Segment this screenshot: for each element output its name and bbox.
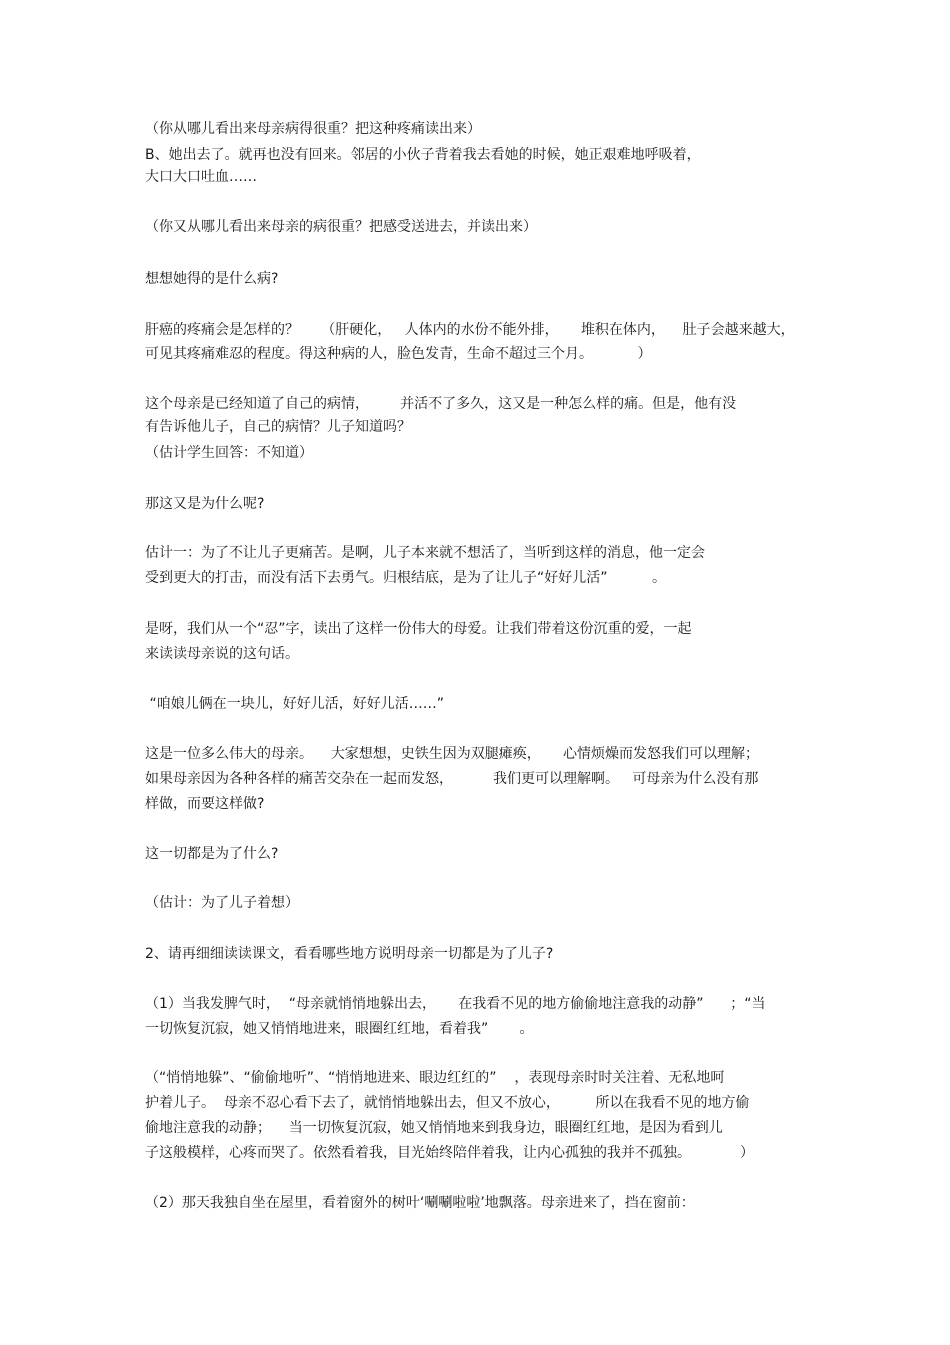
text-line: （“悄悄地躲”、“偷偷地听”、“悄悄地进来、眼边红红的” ，表现母亲时时关注着、无私地呵 — [145, 1070, 725, 1086]
text-line: 子这般模样，心疼而哭了。依然看着我，目光始终陪伴着我，让内心孤独的我并不孤独。 ） — [145, 1145, 754, 1161]
text-line: 这是一位多么伟大的母亲。 大家想想，史铁生因为双腿瘫痪， 心情烦燥而发怒我们可以理解； — [145, 746, 760, 762]
text-line: 2、请再细细读读课文，看看哪些地方说明母亲一切都是为了儿子? — [145, 946, 554, 962]
text-line: 样做，而要这样做? — [145, 796, 265, 812]
text-line: 想想她得的是什么病? — [145, 271, 279, 287]
text-line: 偷地注意我的动静； 当一切恢复沉寂，她又悄悄地来到我身边，眼圈红红地，是因为看到儿 — [145, 1120, 723, 1136]
text-line: 来读读母亲说的这句话。 — [145, 646, 299, 662]
text-line: （你又从哪儿看出来母亲的病很重？把感受送进去，并读出来） — [145, 219, 537, 235]
text-line: （1）当我发脾气时， “母亲就悄悄地躲出去， 在我看不见的地方偷偷地注意我的动静” ；“当 — [145, 996, 766, 1012]
text-line: 受到更大的打击，而没有活下去勇气。归根结底，是为了让儿子“好好儿活” 。 — [145, 570, 667, 586]
text-line: 估计一：为了不让儿子更痛苦。是啊，儿子本来就不想活了，当听到这样的消息，他一定会 — [145, 545, 705, 561]
text-line: 一切恢复沉寂，她又悄悄地进来，眼圈红红地，看着我” 。 — [145, 1021, 534, 1037]
text-line: 有告诉他儿子，自己的病情？儿子知道吗？ — [145, 419, 411, 435]
text-line: 这个母亲是已经知道了自己的病情， 并活不了多久，这又是一种怎么样的痛。但是，他有没 — [145, 396, 737, 412]
text-line: 那这又是为什么呢? — [145, 496, 265, 512]
text-line: “咱娘儿俩在一块儿，好好儿活，好好儿活……” — [145, 696, 444, 712]
text-line: 是呀，我们从一个“忍”字，读出了这样一份伟大的母爱。让我们带着这份沉重的爱，一起 — [145, 621, 692, 637]
text-line: B、她出去了。就再也没有回来。邻居的小伙子背着我去看她的时候，她正艰难地呼吸着， — [145, 147, 701, 163]
text-line: 护着儿子。 母亲不忍心看下去了，就悄悄地躲出去，但又不放心， 所以在我看不见的地方偷 — [145, 1095, 750, 1111]
text-line: 大口大口吐血…… — [145, 169, 257, 185]
text-line: 如果母亲因为各种各样的痛苦交杂在一起而发怒， 我们更可以理解啊。 可母亲为什么没有那 — [145, 771, 759, 787]
text-line: （2）那天我独自坐在屋里，看着窗外的树叶‘唰唰啦啦’地飘落。母亲进来了，挡在窗前： — [145, 1195, 695, 1211]
text-line: 肝癌的疼痛会是怎样的？ （肝硬化， 人体内的水份不能外排， 堆积在体内， 肚子会越来越大， — [145, 322, 795, 338]
text-line: （你从哪儿看出来母亲病得很重？把这种疼痛读出来） — [145, 121, 481, 137]
text-line: （估计学生回答：不知道） — [145, 445, 313, 461]
text-line: （估计：为了儿子着想） — [145, 895, 299, 911]
text-line: 可见其疼痛难忍的程度。得这种病的人，脸色发青，生命不超过三个月。 ） — [145, 346, 652, 362]
text-line: 这一切都是为了什么? — [145, 846, 279, 862]
